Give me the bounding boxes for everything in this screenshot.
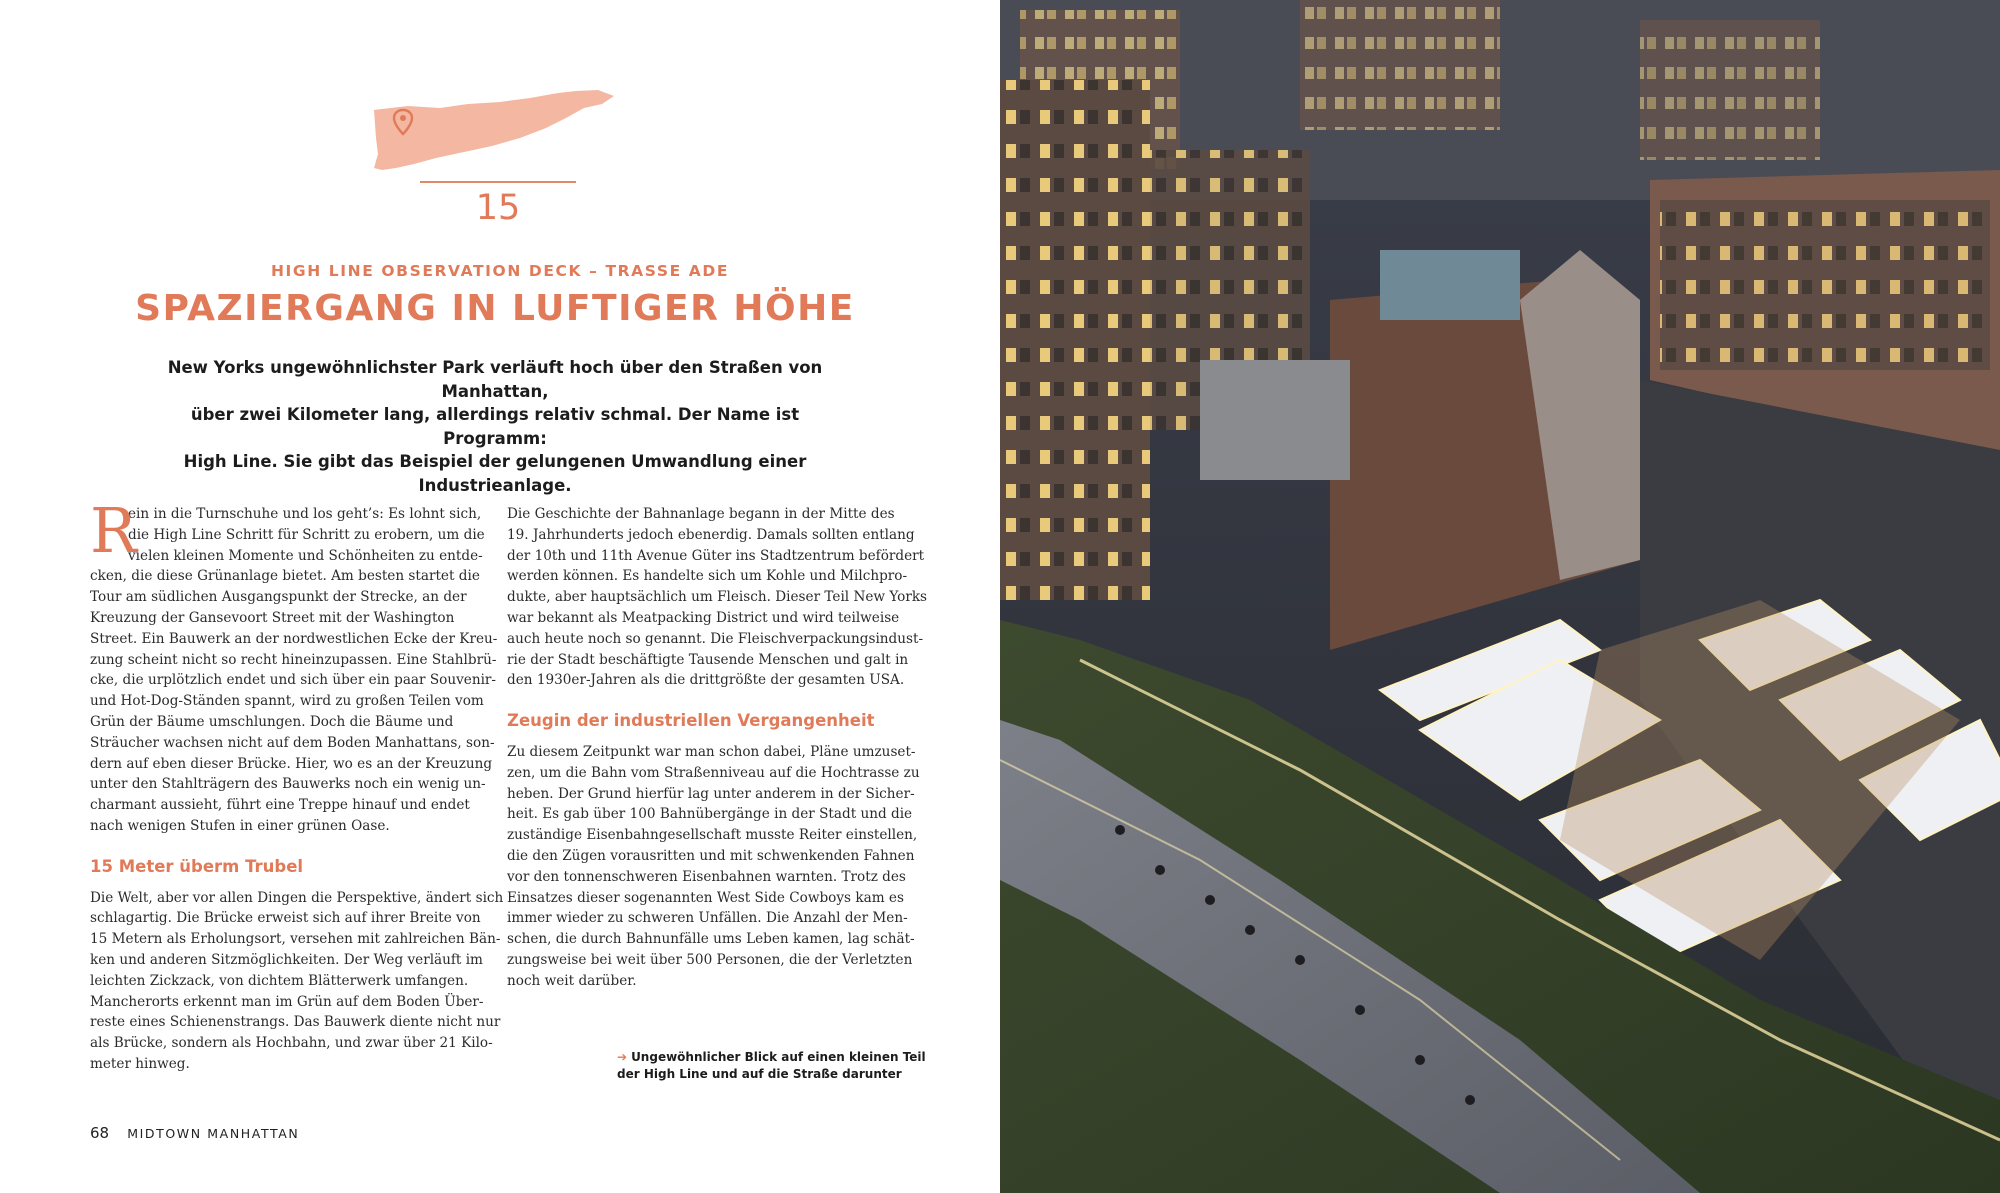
body-line: 15 Metern als Erholungsort, versehen mit zahlreichen Bän- xyxy=(90,931,501,948)
chapter-kicker: HIGH LINE OBSERVATION DECK – TRASSE ADE xyxy=(270,262,730,280)
body-column-right xyxy=(507,504,928,992)
body-line: vielen kleinen Momente und Schönheiten zu entde- xyxy=(128,547,483,564)
body-line: Grün der Bäume umschlungen. Doch die Bäume und xyxy=(90,713,454,730)
body-line: den 1930er-Jahren als die drittgrößte der gesamten USA. xyxy=(507,672,905,689)
high-line-aerial-photo xyxy=(1000,0,2000,1193)
body-line: Zu diesem Zeitpunkt war man schon dabei, Pläne umzuset- xyxy=(507,743,916,760)
body-line: 19. Jahrhunderts jedoch ebenerdig. Damals sollten entlang xyxy=(507,526,915,543)
body-line: auch heute noch so genannt. Die Fleischverpackungsindust- xyxy=(507,630,924,647)
body-line: Einsatzes dieser sogenannten West Side Cowboys kam es xyxy=(507,889,904,906)
body-line: ken und anderen Sitzmöglichkeiten. Der Weg verläuft im xyxy=(90,951,483,968)
body-line: die den Zügen vorausritten und mit schwenkenden Fahnen xyxy=(507,847,915,864)
chapter-intro xyxy=(140,356,850,497)
chapter-divider xyxy=(420,181,576,183)
body-line: leichten Zickzack, von dichtem Blätterwerk umfangen. xyxy=(90,972,469,989)
section-subhead: Zeugin der industriellen Vergangenheit xyxy=(507,711,875,731)
body-line: ein in die Turnschuhe und los geht’s: Es lohnt sich, xyxy=(128,506,482,522)
body-line: vor den tonnenschweren Eisenbahnen warnten. Trotz des xyxy=(507,868,906,885)
body-line: die High Line Schritt für Schritt zu erobern, um die xyxy=(128,526,485,543)
body-line: dern auf eben dieser Brücke. Hier, wo es an der Kreuzung xyxy=(90,755,493,772)
page-footer xyxy=(90,1124,299,1142)
chapter-number: 15 xyxy=(475,188,521,228)
body-line: Mancherorts erkennt man im Grün auf dem Boden Über- xyxy=(90,993,484,1010)
body-line: charmant aussieht, führt eine Treppe hinauf und endet xyxy=(90,797,470,814)
body-line: rie der Stadt beschäftigte Tausende Menschen und galt in xyxy=(507,651,909,668)
body-line: reste eines Schienenstrangs. Das Bauwerk diente nicht nur xyxy=(90,1014,501,1031)
section-subhead: 15 Meter überm Trubel xyxy=(90,856,304,876)
body-line: dukte, aber hauptsächlich um Fleisch. Dieser Teil New Yorks xyxy=(507,589,928,606)
body-line: werden können. Es handelte sich um Kohle und Milchpro- xyxy=(507,568,908,585)
body-line: und Hot-Dog-Ständen spannt, wird zu großen Teilen vom xyxy=(90,693,484,710)
intro-line: New Yorks ungewöhnlichster Park verläuft hoch über den Straßen von Manhattan, xyxy=(167,358,823,401)
body-line: Sträucher wachsen nicht auf dem Boden Manhattans, son- xyxy=(90,734,495,751)
body-line: heit. Es gab über 100 Bahnübergänge in der Stadt und die xyxy=(507,806,913,823)
photo-caption xyxy=(617,1049,937,1083)
arrow-right-icon: ➔ xyxy=(617,1050,628,1064)
body-line: Tour am südlichen Ausgangspunkt der Strecke, an der xyxy=(90,589,467,606)
body-line: Kreuzung der Gansevoort Street mit der Washington xyxy=(90,609,455,626)
body-line: schlagartig. Die Brücke erweist sich auf ihrer Breite von xyxy=(90,910,481,927)
intro-line: High Line. Sie gibt das Beispiel der gelungenen Umwandlung einer Industrieanlage. xyxy=(183,452,807,495)
section-name: MIDTOWN MANHATTAN xyxy=(127,1126,300,1141)
body-line: nach wenigen Stufen in einer grünen Oase. xyxy=(90,817,390,834)
body-line: zen, um die Bahn vom Straßenniveau auf die Hochtrasse zu xyxy=(507,764,920,781)
page-number: 68 xyxy=(90,1124,110,1142)
body-line: immer wieder zu schweren Unfällen. Die Anzahl der Men- xyxy=(507,910,908,927)
body-line: Die Welt, aber vor allen Dingen die Perspektive, ändert sich xyxy=(90,889,504,906)
right-page xyxy=(1000,0,2000,1193)
body-line: noch weit darüber. xyxy=(507,972,637,989)
body-line: cke, die urplötzlich endet und sich über ein paar Souvenir- xyxy=(90,672,497,689)
body-line: schen, die durch Bahnunfälle ums Leben kamen, lag schät- xyxy=(507,931,915,948)
body-column-left xyxy=(90,494,504,1075)
drop-cap: R xyxy=(90,494,137,567)
body-line: unter den Stahlträgern des Bauwerks noch ein wenig un- xyxy=(90,776,486,793)
intro-line: über zwei Kilometer lang, allerdings relativ schmal. Der Name ist Programm: xyxy=(190,405,800,448)
chapter-headline: SPAZIERGANG IN LUFTIGER HÖHE xyxy=(135,288,855,329)
body-line: zung scheint nicht so recht hineinzupassen. Eine Stahlbrü- xyxy=(90,651,497,668)
body-line: als Brücke, sondern als Hochbahn, und zwar über 21 Kilo- xyxy=(90,1035,493,1052)
long-island-map-icon xyxy=(370,88,620,173)
body-line: Street. Ein Bauwerk an der nordwestlichen Ecke der Kreu- xyxy=(90,630,498,647)
caption-line: der High Line und auf die Straße darunter xyxy=(617,1067,902,1081)
body-line: heben. Der Grund hierfür lag unter anderem in der Sicher- xyxy=(507,785,915,802)
body-line: cken, die diese Grünanlage bietet. Am besten startet die xyxy=(90,568,480,585)
body-line: zungsweise bei weit über 500 Personen, die der Verletzten xyxy=(507,951,913,968)
body-line: meter hinweg. xyxy=(90,1055,190,1072)
body-line: der 10th und 11th Avenue Güter ins Stadtzentrum befördert xyxy=(507,547,925,564)
body-line: war bekannt als Meatpacking District und wird teilweise xyxy=(507,609,900,626)
caption-line: Ungewöhnlicher Blick auf einen kleinen Teil xyxy=(631,1050,926,1064)
body-line: Die Geschichte der Bahnanlage begann in der Mitte des xyxy=(507,506,895,522)
body-line: zuständige Eisenbahngesellschaft musste Reiter einstellen, xyxy=(507,827,918,844)
